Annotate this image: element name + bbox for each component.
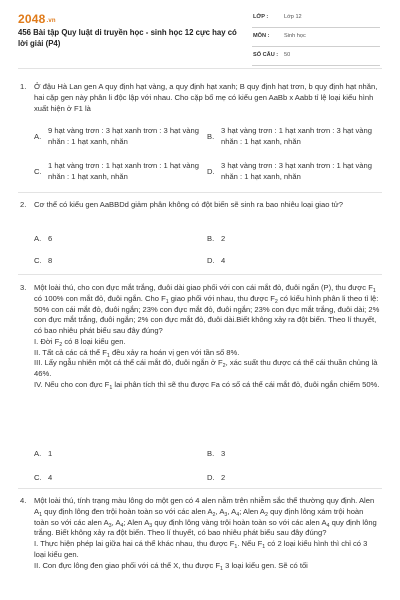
- option-a[interactable]: [34, 126, 200, 148]
- option-label: C.: [34, 473, 42, 482]
- statement-text: I. Thực hiện phép lai giữa hai cá thể khác nhau, thu được $F_1$. Nếu $F_1$ có 2 loại kiểu hình thì chỉ có 3 loại kiểu gen.: [34, 539, 368, 559]
- option-b[interactable]: [207, 126, 373, 148]
- question-divider: [18, 192, 382, 193]
- option-a[interactable]: [34, 234, 200, 245]
- option-text: 2: [221, 234, 226, 243]
- question-stem: Một loài thú, cho con đực mắt trắng, đuôi dài giao phối với con cái mắt đỏ, đuôi ngắn (P), thu được $F_1$ có 100% con mắt đỏ, đuôi ngắn. Cho $F_1$ giao phối với nhau, thu được $F_2$ có kiểu hình phân li theo tỉ lệ: 50% con cái mắt đỏ, đuôi ngắn; 23% con đực mắt đỏ, đuôi ngắn; 23% con đực mắt trắng, đuôi dài; 2% con đực mắt trắng, đuôi ngắn; 2% con đực mắt đỏ, đuôi dài.Biết không xảy ra đột biến. Theo lí thuyết, có bao nhiêu phát biểu sau đây đúng?: [34, 283, 380, 336]
- option-b[interactable]: [207, 234, 373, 245]
- option-label: B.: [207, 449, 215, 458]
- question-1: [20, 82, 380, 181]
- option-text: 4: [48, 473, 53, 482]
- meta-panel: [252, 13, 380, 70]
- statement-text: II. Con đực lông đen giao phối với cá thể X, thu được $F_1$ 3 loại kiểu gen. Sẽ có tối: [34, 560, 308, 572]
- question-number: 4.: [20, 496, 27, 505]
- logo-suffix: .vn: [46, 18, 56, 24]
- meta-value: Lớp 12: [284, 14, 302, 20]
- question-number: 2.: [20, 200, 27, 209]
- page-title: 456 Bài tập Quy luật di truyền học - sinh học 12 cực hay có lời giải (P4): [18, 28, 237, 48]
- statement-1: I. Đời $F_2$ có 8 loại kiểu gen.: [34, 336, 126, 348]
- question-number: 1.: [20, 82, 27, 91]
- meta-label: LỚP :: [253, 14, 269, 20]
- question-number: 3.: [20, 283, 27, 292]
- option-label: D.: [207, 256, 215, 265]
- option-label: A.: [34, 234, 42, 243]
- meta-label: SỐ CÂU :: [253, 52, 279, 58]
- meta-row-count: [252, 51, 380, 66]
- option-d[interactable]: [207, 256, 373, 267]
- option-label: A.: [34, 449, 42, 458]
- option-text: 9 hạt vàng trơn : 3 hạt xanh trơn : 3 hạt vàng nhăn : 1 hạt xanh, nhăn: [48, 126, 199, 146]
- option-text: 3 hạt vàng trơn : 1 hạt xanh trơn : 3 hạt vàng nhăn : 1 hạt xanh, nhăn: [221, 126, 372, 146]
- option-text: 1 hạt vàng trơn : 1 hạt xanh trơn : 1 hạt vàng nhăn : 1 hạt xanh, nhăn: [48, 161, 199, 181]
- option-a[interactable]: [34, 449, 200, 460]
- option-text: 3: [221, 449, 226, 458]
- question-stem: [34, 496, 380, 539]
- stem-text: Một loài thú, tính trạng màu lông do một gen có 4 alen nằm trên nhiễm sắc thể thường quy định. Alen $A_1$ quy định lông đen trội hoàn toàn so với các alen $A_2$, $A_3$, $A_4$; Alen $A_2$ quy định lông xám trội hoàn toàn so với các alen $A_3$, $A_4$; Alen $A_3$ quy định lông vàng trội hoàn toàn so với các alen $A_4$ quy định lông trắng. Biết không xảy ra đột biến. Theo lí thuyết, có bao nhiêu phát biểu sau đây đúng?: [34, 496, 377, 538]
- statement-4: IV. Nếu cho con đực $F_1$ lai phân tích thì sẽ thu được Fa có số cá thể cái mắt đỏ, đuôi ngắn chiếm 50%.: [34, 380, 380, 392]
- option-text: 2: [221, 473, 226, 482]
- question-text: [34, 496, 380, 571]
- header: [0, 0, 400, 62]
- option-text: 1: [48, 449, 53, 458]
- option-text: 4: [221, 256, 226, 265]
- option-label: C.: [34, 167, 42, 176]
- meta-row-subject: [252, 32, 380, 47]
- question-text: Ở đậu Hà Lan gen A quy định hạt vàng, a quy định hạt xanh; B quy định hạt trơn, b quy định hạt nhăn, hai cặp gen này phân li độc lập với nhau. Cho cặp bố mẹ có kiểu gen AaBb x Aabb tỉ lệ loại kiểu hình xuất hiện ở F1 là: [34, 82, 378, 113]
- option-c[interactable]: [34, 161, 200, 183]
- statement-2: [34, 561, 380, 572]
- option-c[interactable]: [34, 473, 200, 484]
- question-2: [20, 200, 380, 265]
- meta-value: 50: [284, 52, 291, 58]
- meta-value: Sinh học: [284, 33, 306, 39]
- option-text: 6: [48, 234, 53, 243]
- option-c[interactable]: [34, 256, 200, 267]
- statement-2: II. Tất cả các cá thể $F_1$ đều xảy ra hoán vị gen với tần số 8%.: [34, 347, 240, 359]
- meta-row-class: [252, 13, 380, 28]
- option-d[interactable]: [207, 161, 373, 183]
- statement-3: III. Lấy ngẫu nhiên một cá thể cái mắt đỏ, đuôi ngắn ở $F_2$, xác suất thu được cá thể cái thuần chủng là 46%.: [34, 358, 378, 379]
- question-3: [20, 283, 380, 482]
- option-label: B.: [207, 132, 215, 141]
- question-text: Cơ thể có kiểu gen AaBBDd giảm phân không có đột biến sẽ sinh ra bao nhiêu loại giao tử?: [34, 200, 343, 209]
- option-label: B.: [207, 234, 215, 243]
- logo-main: 2048: [18, 12, 46, 26]
- option-label: C.: [34, 256, 42, 265]
- statement-1: [34, 539, 380, 561]
- site-logo[interactable]: [18, 11, 56, 28]
- option-text: 3 hạt vàng trơn : 3 hạt xanh trơn : 1 hạt vàng nhăn : 1 hạt xanh, nhăn: [221, 161, 372, 181]
- question-divider: [18, 274, 382, 275]
- question-text: [34, 283, 380, 391]
- option-d[interactable]: [207, 473, 373, 484]
- header-divider: [18, 68, 382, 69]
- option-text: 8: [48, 256, 53, 265]
- question-divider: [18, 488, 382, 489]
- option-label: A.: [34, 132, 42, 141]
- question-4: [20, 496, 380, 571]
- option-label: D.: [207, 473, 215, 482]
- option-label: D.: [207, 167, 215, 176]
- option-b[interactable]: [207, 449, 373, 460]
- meta-label: MÔN :: [253, 33, 270, 39]
